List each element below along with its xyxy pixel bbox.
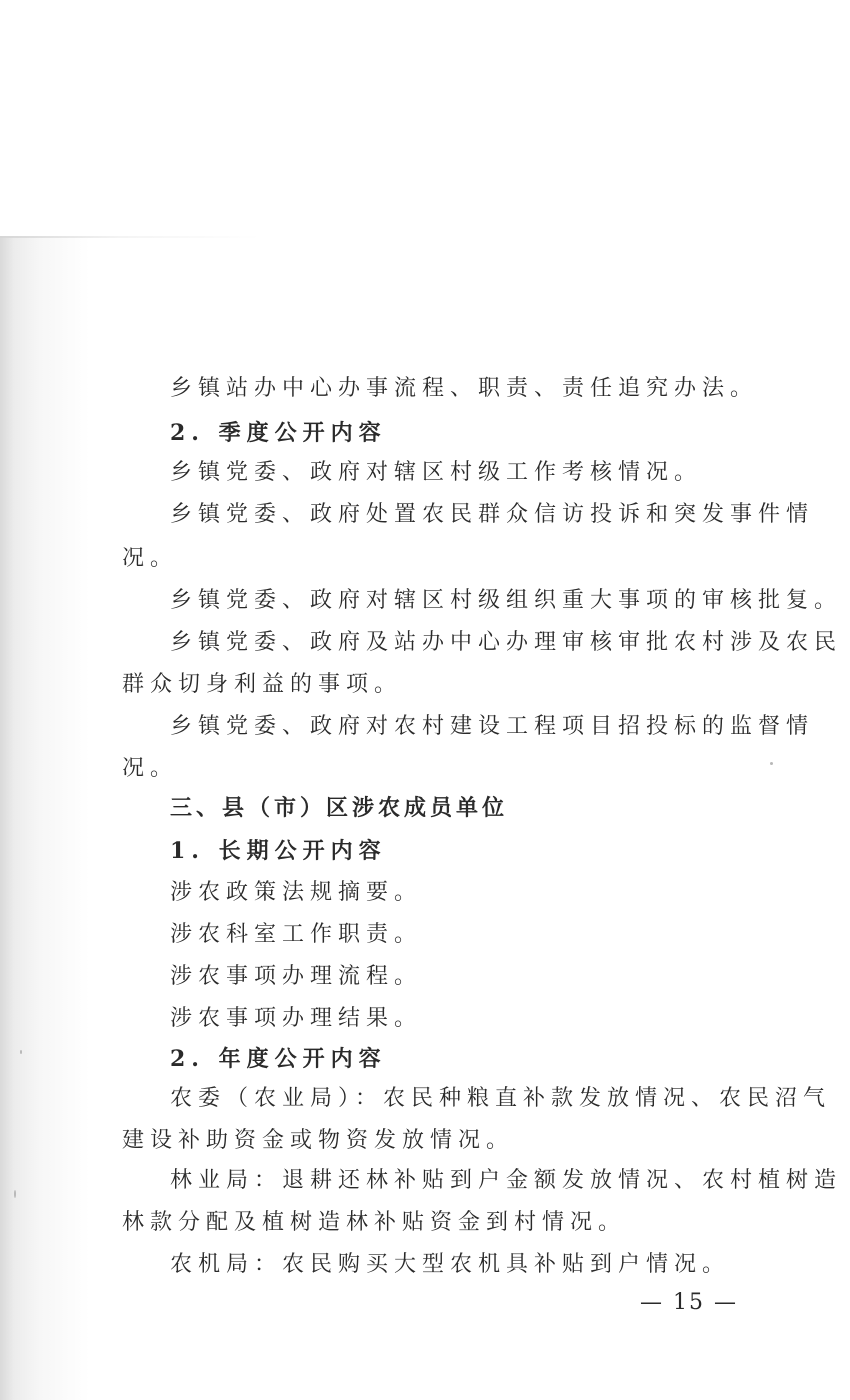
body-line: 乡镇党委、政府对辖区村级工作考核情况。 <box>170 460 703 485</box>
body-line: 农委（农业局）：农民种粮直补款发放情况、农民沼气 <box>170 1086 832 1111</box>
body-line: 群众切身利益的事项。 <box>122 672 403 697</box>
subheading-quarterly: 2. 季度公开内容 <box>170 420 387 446</box>
subheading-long-term: 1. 长期公开内容 <box>170 838 387 864</box>
body-line: 涉农事项办理流程。 <box>170 964 423 989</box>
body-line: 乡镇党委、政府处置农民群众信访投诉和突发事件情 <box>170 502 815 527</box>
body-line: 涉农事项办理结果。 <box>170 1006 423 1031</box>
body-line: 乡镇站办中心办事流程、职责、责任追究办法。 <box>170 376 759 401</box>
body-line: 建设补助资金或物资发放情况。 <box>122 1128 515 1153</box>
body-line: 涉农科室工作职责。 <box>170 922 423 947</box>
body-line: 林业局：退耕还林补贴到户金额发放情况、农村植树造 <box>170 1168 843 1193</box>
body-line: 乡镇党委、政府及站办中心办理审核审批农村涉及农民 <box>170 630 843 655</box>
page-number: — 15 — <box>640 1290 738 1315</box>
body-line: 乡镇党委、政府对辖区村级组织重大事项的审核批复。 <box>170 588 843 613</box>
body-line: 乡镇党委、政府对农村建设工程项目招投标的监督情 <box>170 714 815 739</box>
body-line: 涉农政策法规摘要。 <box>170 880 423 905</box>
body-line: 农机局：农民购买大型农机具补贴到户情况。 <box>170 1252 731 1277</box>
body-line: 林款分配及植树造林补贴资金到村情况。 <box>122 1210 627 1235</box>
body-line: 况。 <box>122 756 179 781</box>
section-heading-county-units: 三、县（市）区涉农成员单位 <box>170 796 509 821</box>
subheading-annual: 2. 年度公开内容 <box>170 1046 387 1072</box>
body-line: 况。 <box>122 546 179 571</box>
